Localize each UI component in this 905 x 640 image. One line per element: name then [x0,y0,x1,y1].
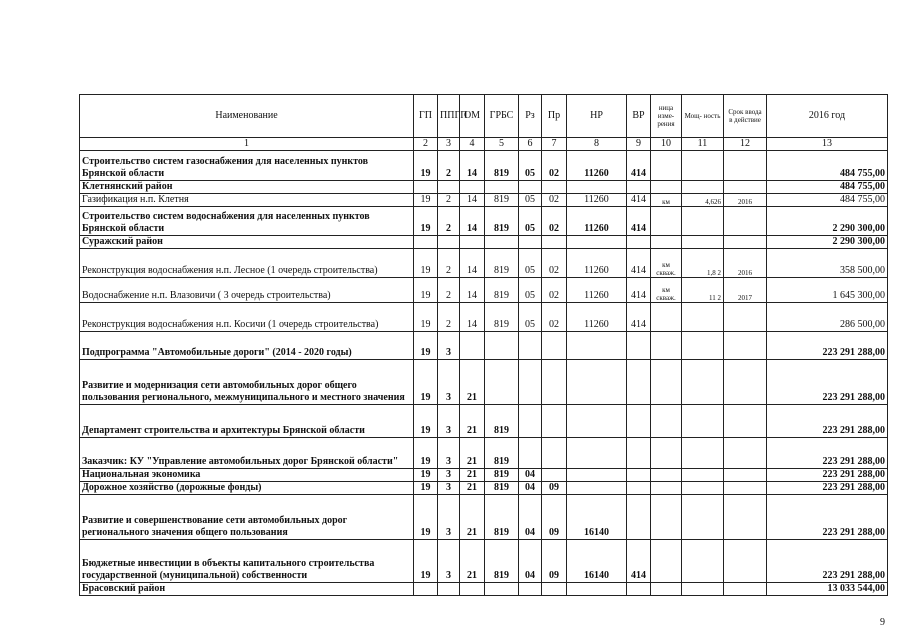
cell-unit [651,405,682,438]
cell-vr [627,495,651,540]
cell-ppgp [438,181,460,194]
table-row [80,360,888,405]
header-gp: ГП [414,95,438,138]
cell-unit [651,236,682,249]
cell-ppgp: 2 [438,303,460,332]
cell-om: 14 [460,151,485,181]
cell-nr [567,469,627,482]
cell-amount: 1 645 300,00 [767,278,888,303]
cell-ppgp: 3 [438,482,460,495]
cell-gp: 19 [414,495,438,540]
cell-unit [651,583,682,596]
cell-amount: 223 291 288,00 [767,495,888,540]
col-number: 12 [724,138,767,151]
cell-om: 21 [460,438,485,469]
cell-ppgp: 2 [438,207,460,236]
cell-power [682,303,724,332]
cell-vr [627,360,651,405]
cell-amount: 223 291 288,00 [767,438,888,469]
cell-unit [651,303,682,332]
cell-vr: 414 [627,151,651,181]
table-row [80,236,888,249]
cell-term [724,181,767,194]
cell-power [682,438,724,469]
cell-grbs: 819 [485,194,519,207]
cell-grbs: 819 [485,207,519,236]
cell-name: Брасовский район [80,583,414,596]
table-row [80,332,888,360]
col-number: 11 [682,138,724,151]
cell-pr: 02 [542,278,567,303]
cell-name: Строительство систем водоснабжения для населенных пунктов Брянской области [80,207,414,236]
col-number: 3 [438,138,460,151]
cell-nr [567,181,627,194]
cell-om: 21 [460,482,485,495]
cell-gp: 19 [414,482,438,495]
cell-nr: 11260 [567,303,627,332]
cell-nr [567,236,627,249]
cell-power [682,181,724,194]
table-row [80,495,888,540]
cell-power [682,151,724,181]
cell-pr [542,438,567,469]
cell-term [724,207,767,236]
cell-rz: 04 [519,482,542,495]
cell-term: 2016 [724,249,767,278]
header-vr: ВР [627,95,651,138]
cell-vr [627,405,651,438]
cell-power [682,540,724,583]
table-row [80,194,888,207]
col-number: 5 [485,138,519,151]
header-unit: ница изме- рения [651,95,682,138]
cell-amount: 358 500,00 [767,249,888,278]
cell-gp: 19 [414,194,438,207]
cell-ppgp: 3 [438,360,460,405]
cell-gp [414,181,438,194]
cell-amount: 2 290 300,00 [767,207,888,236]
cell-rz: 05 [519,207,542,236]
cell-gp: 19 [414,540,438,583]
col-number: 4 [460,138,485,151]
cell-om: 21 [460,495,485,540]
cell-rz [519,332,542,360]
cell-amount: 223 291 288,00 [767,469,888,482]
cell-vr [627,482,651,495]
cell-vr: 414 [627,303,651,332]
cell-grbs: 819 [485,249,519,278]
cell-pr [542,405,567,438]
cell-amount: 223 291 288,00 [767,332,888,360]
cell-ppgp: 2 [438,278,460,303]
cell-pr [542,360,567,405]
cell-name: Развитие и модернизация сети автомобильных дорог общего пользования регионального, межмуниципального и местного значения [80,360,414,405]
page-number: 9 [880,617,885,628]
header-rz: Рз [519,95,542,138]
cell-term [724,405,767,438]
cell-om: 14 [460,303,485,332]
cell-rz [519,405,542,438]
cell-gp: 19 [414,405,438,438]
cell-pr: 09 [542,540,567,583]
cell-rz: 04 [519,469,542,482]
cell-nr: 16140 [567,540,627,583]
cell-ppgp: 3 [438,495,460,540]
cell-term [724,438,767,469]
cell-grbs: 819 [485,469,519,482]
cell-nr: 11260 [567,151,627,181]
cell-gp: 19 [414,207,438,236]
col-number: 8 [567,138,627,151]
cell-gp: 19 [414,469,438,482]
cell-pr [542,583,567,596]
cell-nr [567,360,627,405]
cell-name: Департамент строительства и архитектуры Брянской области [80,405,414,438]
cell-amount: 484 755,00 [767,181,888,194]
cell-pr [542,469,567,482]
header-om: ОМ [460,95,485,138]
cell-unit [651,360,682,405]
cell-nr [567,405,627,438]
cell-ppgp: 3 [438,540,460,583]
cell-vr [627,583,651,596]
cell-ppgp [438,236,460,249]
cell-unit [651,540,682,583]
cell-grbs: 819 [485,303,519,332]
cell-power [682,495,724,540]
cell-vr [627,236,651,249]
cell-ppgp: 3 [438,469,460,482]
table-row [80,151,888,181]
cell-term [724,151,767,181]
cell-pr: 02 [542,194,567,207]
cell-grbs [485,332,519,360]
cell-ppgp: 2 [438,151,460,181]
cell-term [724,303,767,332]
cell-grbs: 819 [485,482,519,495]
col-number: 1 [80,138,414,151]
table-row [80,583,888,596]
cell-ppgp: 3 [438,332,460,360]
cell-name: Строительство систем газоснабжения для населенных пунктов Брянской области [80,151,414,181]
cell-pr: 02 [542,249,567,278]
cell-term [724,540,767,583]
cell-amount: 223 291 288,00 [767,360,888,405]
cell-amount: 223 291 288,00 [767,540,888,583]
cell-rz [519,583,542,596]
cell-unit: км [651,194,682,207]
cell-grbs: 819 [485,278,519,303]
cell-om [460,332,485,360]
cell-grbs: 819 [485,540,519,583]
col-number: 2 [414,138,438,151]
cell-gp: 19 [414,151,438,181]
cell-power: 11 2 [682,278,724,303]
cell-rz: 04 [519,495,542,540]
cell-om [460,236,485,249]
cell-name: Реконструкция водоснабжения н.п. Лесное (1 очередь строительства) [80,249,414,278]
cell-term [724,482,767,495]
col-number: 6 [519,138,542,151]
cell-unit [651,181,682,194]
cell-vr [627,438,651,469]
header-grbs: ГРБС [485,95,519,138]
cell-term: 2017 [724,278,767,303]
cell-ppgp: 3 [438,405,460,438]
cell-om: 21 [460,540,485,583]
cell-rz: 04 [519,540,542,583]
col-number: 10 [651,138,682,151]
cell-term [724,583,767,596]
cell-name: Развитие и совершенствование сети автомобильных дорог регионального значения общего пользования [80,495,414,540]
cell-amount: 2 290 300,00 [767,236,888,249]
cell-term [724,236,767,249]
cell-vr: 414 [627,278,651,303]
col-number: 9 [627,138,651,151]
cell-amount: 13 033 544,00 [767,583,888,596]
cell-power [682,583,724,596]
cell-rz [519,360,542,405]
cell-name: Суражский район [80,236,414,249]
table-row [80,540,888,583]
cell-name: Подпрограмма "Автомобильные дороги" (2014 - 2020 годы) [80,332,414,360]
cell-term [724,469,767,482]
cell-vr [627,332,651,360]
cell-om: 21 [460,469,485,482]
cell-term [724,495,767,540]
cell-gp [414,583,438,596]
cell-vr: 414 [627,249,651,278]
col-number: 13 [767,138,888,151]
header-row [80,95,888,138]
header-year: 2016 год [767,95,888,138]
cell-rz [519,438,542,469]
cell-pr [542,332,567,360]
cell-om: 14 [460,194,485,207]
cell-unit: км скваж. [651,249,682,278]
table-row [80,482,888,495]
cell-unit [651,482,682,495]
cell-ppgp: 2 [438,249,460,278]
cell-term [724,332,767,360]
cell-om: 21 [460,405,485,438]
header-nr: НР [567,95,627,138]
cell-power: 1,8 2 [682,249,724,278]
cell-nr [567,438,627,469]
cell-rz: 05 [519,151,542,181]
cell-grbs [485,583,519,596]
cell-nr [567,332,627,360]
cell-unit [651,207,682,236]
cell-unit [651,332,682,360]
cell-power [682,360,724,405]
cell-power: 4,626 [682,194,724,207]
cell-nr [567,482,627,495]
cell-nr: 11260 [567,194,627,207]
column-numbers-row [80,138,888,151]
cell-om: 14 [460,249,485,278]
header-ppgp: ППГП [438,95,460,138]
cell-name: Бюджетные инвестиции в объекты капитального строительства государственной (муниципальной) собственности [80,540,414,583]
cell-term [724,360,767,405]
cell-amount: 484 755,00 [767,194,888,207]
cell-grbs: 819 [485,495,519,540]
cell-om: 14 [460,278,485,303]
cell-amount: 286 500,00 [767,303,888,332]
cell-power [682,469,724,482]
cell-unit [651,495,682,540]
cell-rz [519,236,542,249]
cell-power [682,207,724,236]
header-term: Срок ввода в действие [724,95,767,138]
cell-power [682,236,724,249]
cell-unit [651,151,682,181]
cell-rz: 05 [519,249,542,278]
cell-power [682,482,724,495]
cell-grbs [485,236,519,249]
cell-gp: 19 [414,360,438,405]
header-pr: Пр [542,95,567,138]
cell-gp: 19 [414,278,438,303]
cell-nr: 11260 [567,207,627,236]
cell-name: Водоснабжение н.п. Влазовичи ( 3 очередь строительства) [80,278,414,303]
cell-nr: 16140 [567,495,627,540]
cell-amount: 223 291 288,00 [767,405,888,438]
cell-rz: 05 [519,303,542,332]
cell-name: Национальная экономика [80,469,414,482]
cell-name: Заказчик: КУ "Управление автомобильных дорог Брянской области" [80,438,414,469]
cell-vr: 414 [627,207,651,236]
table-row [80,207,888,236]
cell-pr: 02 [542,207,567,236]
table-row [80,181,888,194]
cell-name: Клетнянский район [80,181,414,194]
cell-amount: 223 291 288,00 [767,482,888,495]
cell-gp: 19 [414,303,438,332]
cell-power [682,332,724,360]
cell-term: 2016 [724,194,767,207]
cell-grbs: 819 [485,438,519,469]
cell-om: 21 [460,360,485,405]
cell-vr [627,469,651,482]
cell-nr: 11260 [567,278,627,303]
cell-grbs: 819 [485,405,519,438]
cell-pr [542,181,567,194]
cell-vr: 414 [627,194,651,207]
table-row [80,405,888,438]
cell-unit [651,469,682,482]
table-row [80,249,888,278]
cell-rz: 05 [519,278,542,303]
table-row [80,303,888,332]
cell-ppgp: 3 [438,438,460,469]
cell-nr: 11260 [567,249,627,278]
cell-pr: 02 [542,303,567,332]
budget-table [79,94,888,596]
cell-rz: 05 [519,194,542,207]
cell-gp [414,236,438,249]
cell-power [682,405,724,438]
cell-gp: 19 [414,438,438,469]
header-power: Мощ- ность [682,95,724,138]
table-row [80,278,888,303]
cell-gp: 19 [414,249,438,278]
table-row [80,438,888,469]
cell-vr [627,181,651,194]
cell-name: Реконструкция водоснабжения н.п. Косичи (1 очередь строительства) [80,303,414,332]
cell-pr: 09 [542,482,567,495]
cell-nr [567,583,627,596]
cell-unit: км скваж. [651,278,682,303]
cell-unit [651,438,682,469]
cell-ppgp: 2 [438,194,460,207]
cell-gp: 19 [414,332,438,360]
cell-rz [519,181,542,194]
cell-om [460,583,485,596]
header-name: Наименование [80,95,414,138]
cell-grbs: 819 [485,151,519,181]
cell-om: 14 [460,207,485,236]
cell-grbs [485,360,519,405]
col-number: 7 [542,138,567,151]
cell-pr: 09 [542,495,567,540]
cell-name: Газификация н.п. Клетня [80,194,414,207]
cell-pr: 02 [542,151,567,181]
cell-ppgp [438,583,460,596]
cell-name: Дорожное хозяйство (дорожные фонды) [80,482,414,495]
cell-grbs [485,181,519,194]
cell-om [460,181,485,194]
cell-vr: 414 [627,540,651,583]
cell-pr [542,236,567,249]
cell-amount: 484 755,00 [767,151,888,181]
table-row [80,469,888,482]
